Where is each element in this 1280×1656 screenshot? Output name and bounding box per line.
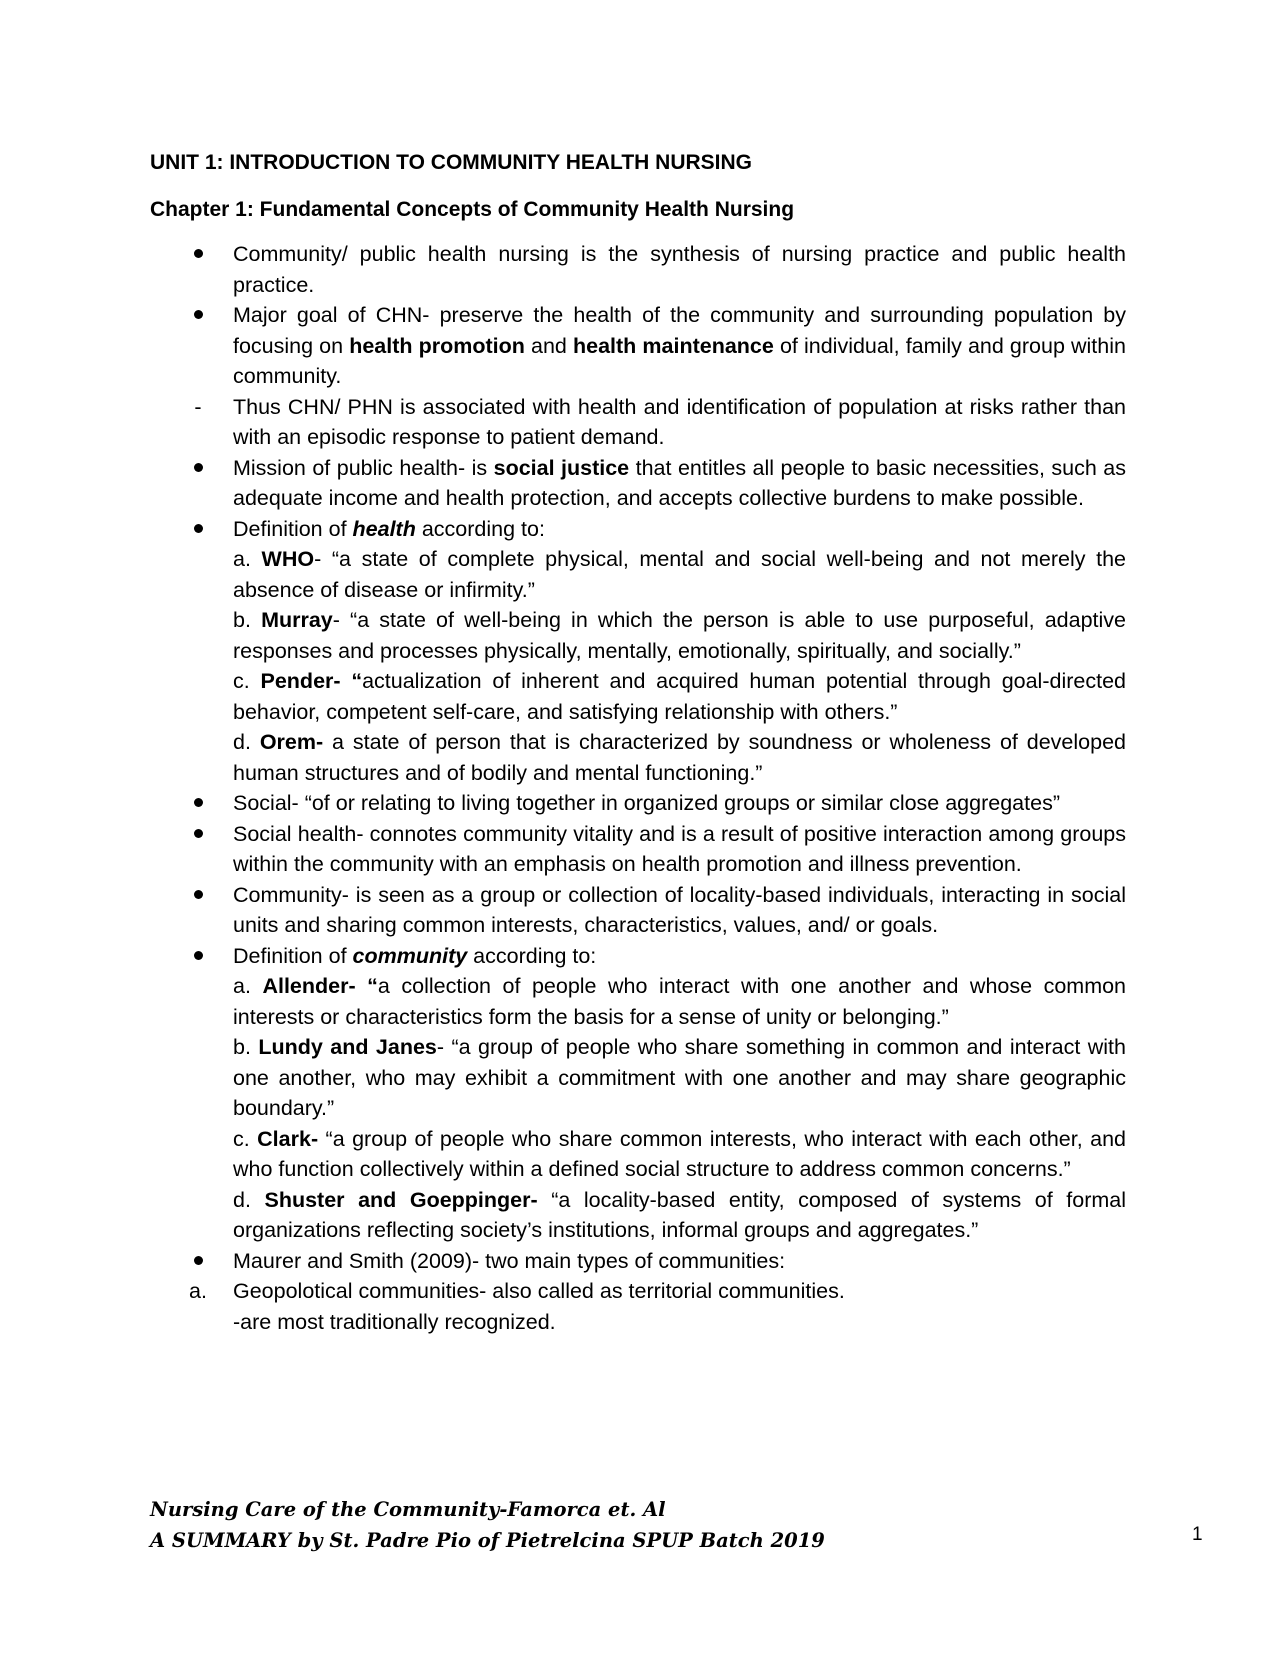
bold-term: health promotion — [349, 333, 525, 358]
bold-term: health maintenance — [572, 333, 774, 358]
bullet-marker — [186, 300, 210, 331]
definition-a: a. Allender- “a collection of people who interact with one another and whose common interests or characteristics form the basis for a sense of unity or belonging.” — [233, 974, 1127, 1029]
bold-italic-term: community — [352, 943, 468, 968]
footer-line-1: Nursing Care of the Community-Famorca et. Al — [150, 1498, 666, 1521]
definition-c: c. Clark- “a group of people who share common interests, who interact with each other, and who function collectively within a defined social structure to address common concerns.” — [233, 1126, 1126, 1181]
bullet-icon — [194, 829, 203, 838]
chapter-title: Chapter 1: Fundamental Concepts of Community Health Nursing — [150, 197, 795, 221]
bold-term: social justice — [493, 455, 630, 480]
list-item: Social- “of or relating to living together in organized groups or similar close aggregates” — [150, 788, 1126, 819]
bullet-marker — [186, 453, 210, 484]
page-content — [150, 148, 1126, 1337]
bullet-marker — [186, 514, 210, 545]
bullet-marker — [186, 819, 210, 850]
bullet-marker — [186, 1246, 210, 1277]
definition-c: c. Pender- “actualization of inherent and acquired human potential through goal-directed behavior, competent self-care, and satisfying relationship with others.” — [233, 669, 1126, 724]
bullet-marker — [186, 941, 210, 972]
list-item: Definition of community according to: a. Allender- “a collection of people who interact with one another and whose common interests or characteristics form the basis for a sense of unity or belonging.” b. Lundy and Janes- “a group of people who share something in common and interact with one another, who may exhibit a commitment with one another and may share geographic boundary.” c. Clark- “a group of people who share common interests, who interact with each other, and who function collectively within a defined social structure to address common concerns.” d. Shuster and Goeppinger- “a locality-based entity, composed of systems of formal organizations reflecting society’s institutions, informal groups and aggregates.” — [150, 941, 1126, 1246]
definition-b: b. Murray- “a state of well-being in which the person is able to use purposeful, adaptive responses and processes physically, mentally, emotionally, spiritually, and socially.” — [233, 608, 1126, 663]
bullet-list — [150, 239, 1126, 1337]
bullet-icon — [194, 798, 203, 807]
bullet-icon — [194, 463, 203, 472]
bullet-icon — [194, 249, 203, 258]
list-item: Definition of health according to: a. WHO- “a state of complete physical, mental and social well-being and not merely the absence of disease or infirmity.” b. Murray- “a state of well-being in which the person is able to use purposeful, adaptive responses and processes physically, mentally, emotionally, spiritually, and socially.” c. Pender- “actualization of inherent and acquired human potential through goal-directed behavior, competent self-care, and satisfying relationship with others.” d. Orem- a state of person that is characterized by soundness or wholeness of developed human structures and of bodily and mental functioning.” — [150, 514, 1126, 789]
bold-italic-term: health — [352, 516, 416, 541]
list-item: Major goal of CHN- preserve the health of the community and surrounding population by focusing on health promotion and health maintenance of individual, family and group within community. — [150, 300, 1126, 392]
bullet-icon — [194, 524, 203, 533]
definition-a: a. WHO- “a state of complete physical, mental and social well-being and not merely the absence of disease or infirmity.” — [233, 547, 1126, 602]
letter-marker: a. — [189, 1279, 207, 1303]
bullet-marker — [186, 880, 210, 911]
list-item: Social health- connotes community vitality and is a result of positive interaction among groups within the community with an emphasis on health promotion and illness prevention. — [150, 819, 1126, 880]
list-item: a. Geopolotical communities- also called as territorial communities. -are most traditionally recognized. — [150, 1276, 1126, 1337]
sub-note: -are most traditionally recognized. — [233, 1309, 556, 1334]
dash-marker: - — [194, 394, 202, 419]
bullet-marker — [186, 239, 210, 270]
footer — [150, 1494, 825, 1556]
bullet-icon — [194, 890, 203, 899]
bullet-icon — [194, 951, 203, 960]
unit-title: UNIT 1: INTRODUCTION TO COMMUNITY HEALTH NURSING — [150, 151, 752, 174]
page-number: 1 — [1192, 1524, 1203, 1545]
list-item: Maurer and Smith (2009)- two main types of communities: — [150, 1246, 1126, 1277]
definition-d: d. Orem- a state of person that is characterized by soundness or wholeness of developed human structures and of bodily and mental functioning.” — [233, 730, 1126, 785]
definition-b: b. Lundy and Janes- “a group of people who share something in common and interact with one another, who may exhibit a commitment with one another and may share geographic boundary.” — [233, 1035, 1126, 1120]
bullet-marker — [186, 788, 210, 819]
bullet-icon — [194, 310, 203, 319]
bullet-icon — [194, 1256, 203, 1265]
list-item: Community/ public health nursing is the synthesis of nursing practice and public health practice. — [150, 239, 1126, 300]
list-item: Mission of public health- is social justice that entitles all people to basic necessities, such as adequate income and health protection, and accepts collective burdens to make possible. — [150, 453, 1126, 514]
definition-d: d. Shuster and Goeppinger- “a locality-based entity, composed of systems of formal organizations reflecting society’s institutions, informal groups and aggregates.” — [233, 1187, 1126, 1242]
footer-line-2: A SUMMARY by St. Padre Pio of Pietrelcina SPUP Batch 2019 — [150, 1529, 825, 1552]
list-item: - Thus CHN/ PHN is associated with health and identification of population at risks rather than with an episodic response to patient demand. — [150, 392, 1126, 453]
list-item: Community- is seen as a group or collection of locality-based individuals, interacting in social units and sharing common interests, characteristics, values, and/ or goals. — [150, 880, 1126, 941]
